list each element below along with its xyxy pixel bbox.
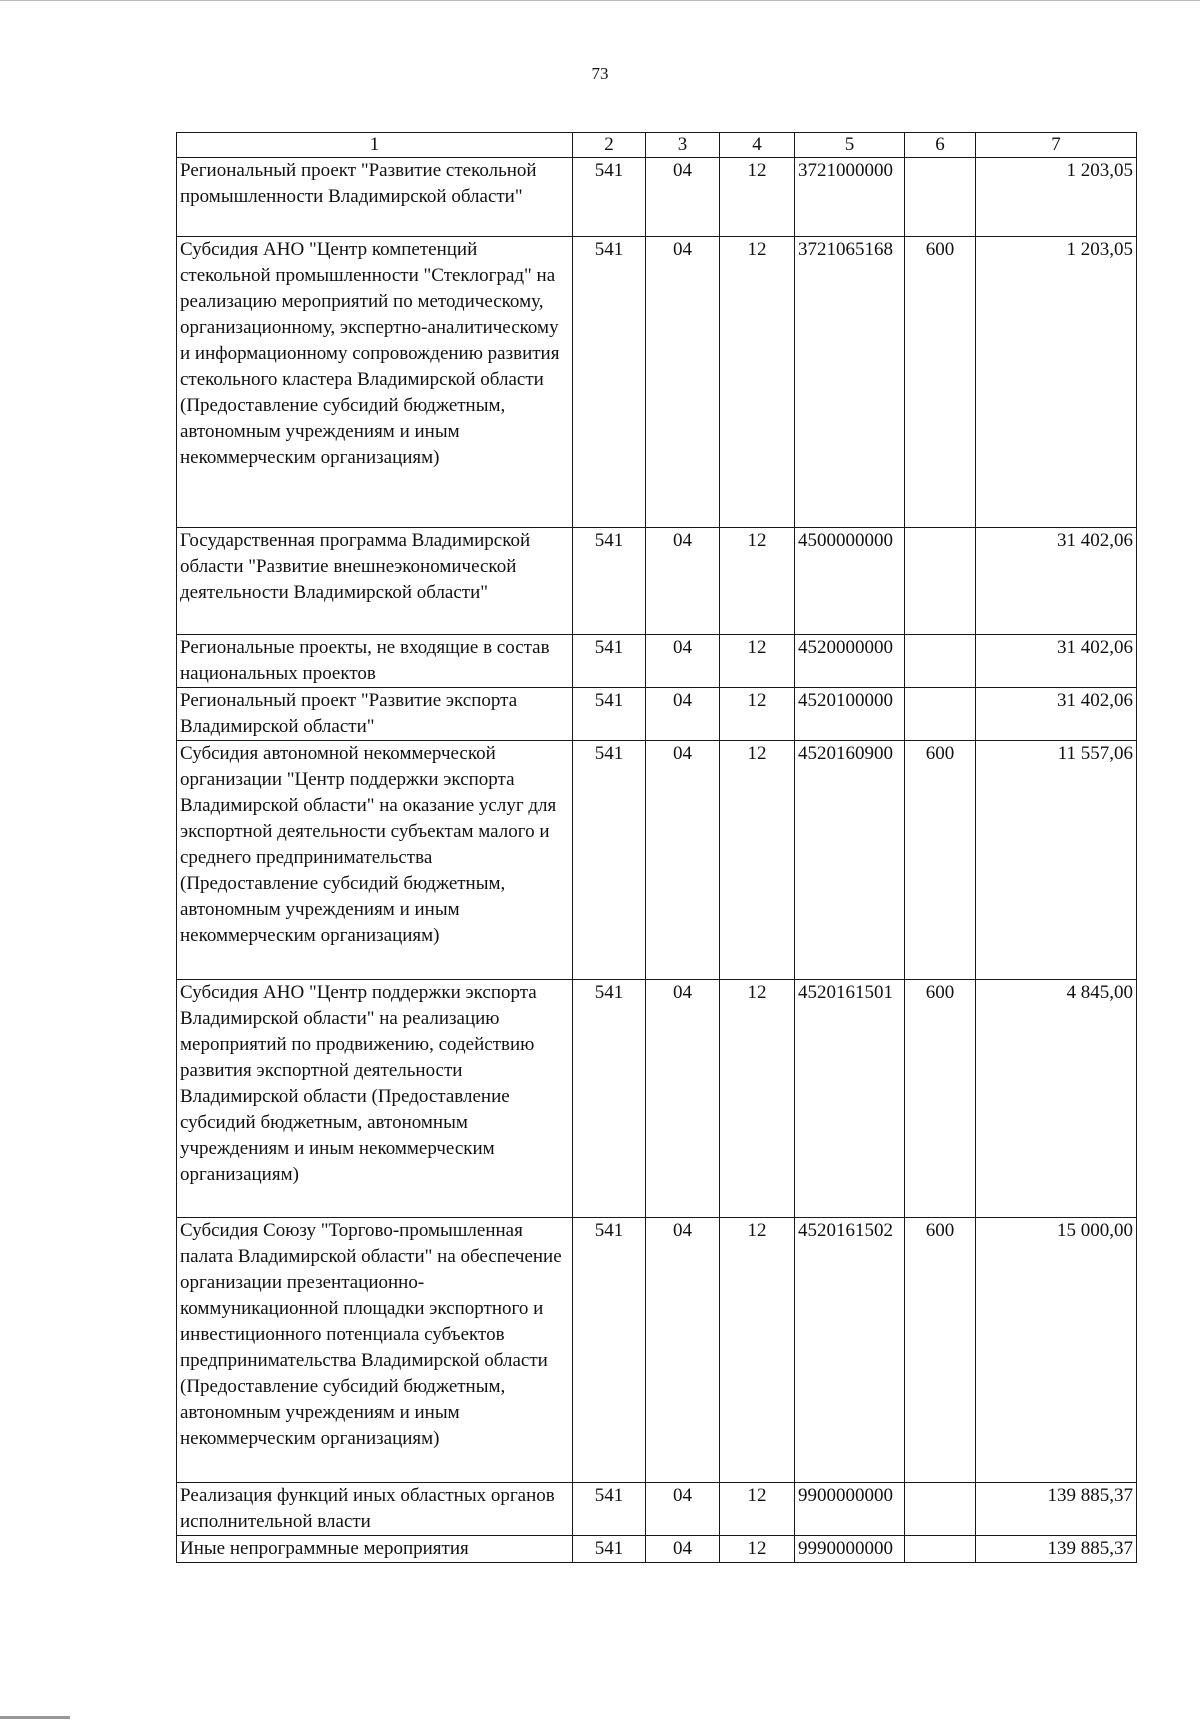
- row-name: Иные непрограммные мероприятия: [177, 1536, 573, 1563]
- cell-section: 04: [646, 635, 720, 688]
- cell-ministry: 541: [573, 237, 646, 528]
- cell-subsection: 12: [720, 1483, 795, 1536]
- table-row: [177, 1483, 1137, 1536]
- page-number: 73: [591, 64, 609, 83]
- cell-target-code: 9990000000: [795, 1536, 905, 1563]
- header-cell: 3: [646, 133, 720, 158]
- cell-target-code: 3721065168: [795, 237, 905, 528]
- cell-subsection: 12: [720, 635, 795, 688]
- cell-expense-type: [905, 635, 976, 688]
- cell-section: 04: [646, 158, 720, 237]
- cell-amount: 31 402,06: [976, 528, 1137, 635]
- cell-section: 04: [646, 980, 720, 1218]
- cell-ministry: 541: [573, 528, 646, 635]
- row-name: Субсидия автономной некоммерческой организации "Центр поддержки экспорта Владимирской области" на оказание услуг для экспортной деятельности субъектам малого и среднего предпринимательства (Предоставление субсидий бюджетным, автономным учреждениям и иным некоммерческим организациям): [177, 741, 573, 980]
- cell-section: 04: [646, 237, 720, 528]
- cell-amount: 15 000,00: [976, 1218, 1137, 1483]
- cell-target-code: 4520100000: [795, 688, 905, 741]
- row-name: Региональные проекты, не входящие в состав национальных проектов: [177, 635, 573, 688]
- table-row: [177, 980, 1137, 1218]
- table-row: [177, 635, 1137, 688]
- cell-subsection: 12: [720, 688, 795, 741]
- cell-subsection: 12: [720, 528, 795, 635]
- cell-amount: 1 203,05: [976, 237, 1137, 528]
- cell-target-code: 3721000000: [795, 158, 905, 237]
- cell-subsection: 12: [720, 1536, 795, 1563]
- cell-amount: 11 557,06: [976, 741, 1137, 980]
- cell-expense-type: [905, 158, 976, 237]
- cell-section: 04: [646, 741, 720, 980]
- scan-line-bottom: [0, 1716, 70, 1719]
- cell-expense-type: [905, 1483, 976, 1536]
- cell-subsection: 12: [720, 741, 795, 980]
- cell-target-code: 4520161502: [795, 1218, 905, 1483]
- header-cell: 4: [720, 133, 795, 158]
- table-row: [177, 1218, 1137, 1483]
- cell-subsection: 12: [720, 980, 795, 1218]
- scan-line-top: [0, 0, 1200, 1]
- cell-expense-type: [905, 1536, 976, 1563]
- cell-amount: 31 402,06: [976, 635, 1137, 688]
- cell-amount: 139 885,37: [976, 1536, 1137, 1563]
- cell-target-code: 4520161501: [795, 980, 905, 1218]
- row-name: Региональный проект "Развитие экспорта Владимирской области": [177, 688, 573, 741]
- cell-amount: 4 845,00: [976, 980, 1137, 1218]
- header-cell: 7: [976, 133, 1137, 158]
- table-row: [177, 237, 1137, 528]
- cell-ministry: 541: [573, 741, 646, 980]
- cell-target-code: 4520000000: [795, 635, 905, 688]
- cell-target-code: 9900000000: [795, 1483, 905, 1536]
- cell-amount: 1 203,05: [976, 158, 1137, 237]
- cell-target-code: 4500000000: [795, 528, 905, 635]
- table-row: [177, 158, 1137, 237]
- cell-subsection: 12: [720, 237, 795, 528]
- cell-subsection: 12: [720, 158, 795, 237]
- row-name: Субсидия Союзу "Торгово-промышленная палата Владимирской области" на обеспечение организации презентационно-коммуникационной площадки экспортного и инвестиционного потенциала субъектов предпринимательства Владимирской области (Предоставление субсидий бюджетным, автономным учреждениям и иным некоммерческим организациям): [177, 1218, 573, 1483]
- cell-expense-type: [905, 528, 976, 635]
- cell-section: 04: [646, 1218, 720, 1483]
- table-row: [177, 528, 1137, 635]
- table-row: [177, 741, 1137, 980]
- cell-ministry: 541: [573, 1483, 646, 1536]
- cell-ministry: 541: [573, 1218, 646, 1483]
- header-row: [177, 133, 1137, 158]
- cell-expense-type: 600: [905, 741, 976, 980]
- row-name: Региональный проект "Развитие стекольной промышленности Владимирской области": [177, 158, 573, 237]
- cell-ministry: 541: [573, 1536, 646, 1563]
- cell-target-code: 4520160900: [795, 741, 905, 980]
- row-name: Субсидия АНО "Центр поддержки экспорта Владимирской области" на реализацию мероприятий по продвижению, содействию развития экспортной деятельности Владимирской области (Предоставление субсидий бюджетным, автономным учреждениям и иным некоммерческим организациям): [177, 980, 573, 1218]
- cell-section: 04: [646, 528, 720, 635]
- cell-section: 04: [646, 1536, 720, 1563]
- cell-expense-type: 600: [905, 980, 976, 1218]
- table-row: [177, 688, 1137, 741]
- budget-table: [176, 132, 1137, 1563]
- cell-expense-type: 600: [905, 237, 976, 528]
- cell-ministry: 541: [573, 980, 646, 1218]
- cell-amount: 139 885,37: [976, 1483, 1137, 1536]
- cell-ministry: 541: [573, 158, 646, 237]
- cell-expense-type: 600: [905, 1218, 976, 1483]
- header-cell: 1: [177, 133, 573, 158]
- header-cell: 2: [573, 133, 646, 158]
- cell-section: 04: [646, 1483, 720, 1536]
- row-name: Субсидия АНО "Центр компетенций стекольной промышленности "Стеклоград" на реализацию мероприятий по методическому, организационному, экспертно-аналитическому и информационному сопровождению развития стекольного кластера Владимирской области (Предоставление субсидий бюджетным, автономным учреждениям и иным некоммерческим организациям): [177, 237, 573, 528]
- table-row: [177, 1536, 1137, 1563]
- header-cell: 6: [905, 133, 976, 158]
- cell-section: 04: [646, 688, 720, 741]
- cell-subsection: 12: [720, 1218, 795, 1483]
- header-cell: 5: [795, 133, 905, 158]
- cell-amount: 31 402,06: [976, 688, 1137, 741]
- cell-expense-type: [905, 688, 976, 741]
- row-name: Реализация функций иных областных органов исполнительной власти: [177, 1483, 573, 1536]
- cell-ministry: 541: [573, 688, 646, 741]
- row-name: Государственная программа Владимирской области "Развитие внешнеэкономической деятельности Владимирской области": [177, 528, 573, 635]
- cell-ministry: 541: [573, 635, 646, 688]
